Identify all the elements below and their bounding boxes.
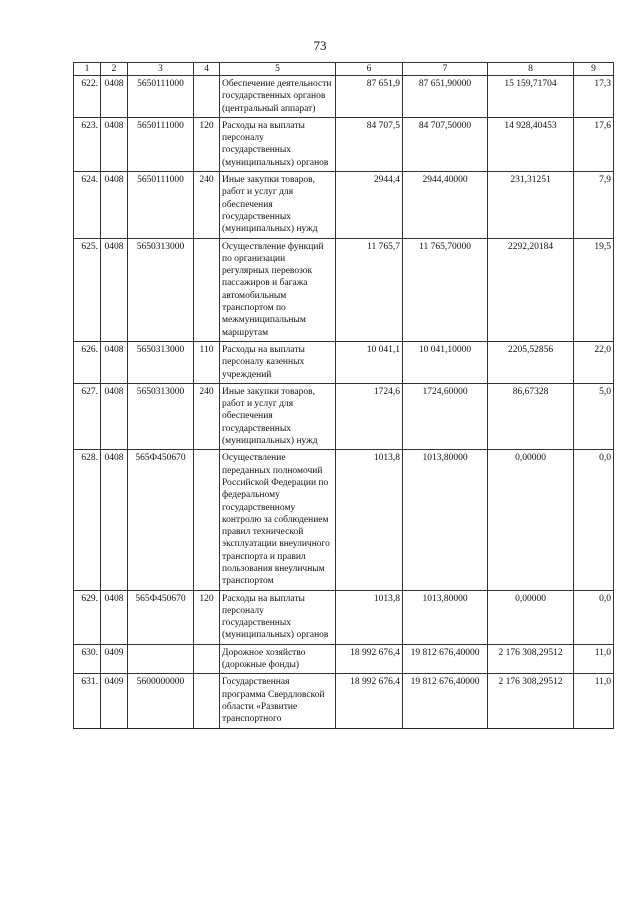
target-article-code: 5650111000: [128, 117, 194, 171]
actual-amount: 86,67328: [488, 383, 574, 449]
actual-amount: 0,00000: [488, 450, 574, 590]
section-code: 0408: [101, 383, 128, 449]
expense-type-code: [194, 450, 220, 590]
section-code: 0409: [101, 644, 128, 674]
plan-amount: 18 992 676,4: [336, 674, 403, 728]
target-article-code: 5650111000: [128, 76, 194, 118]
updated-plan-amount: 1724,60000: [403, 383, 488, 449]
actual-amount: 2 176 308,29512: [488, 674, 574, 728]
plan-amount: 1724,6: [336, 383, 403, 449]
item-name: Дорожное хозяйство (дорожные фонды): [220, 644, 336, 674]
header-cell: 8: [488, 63, 574, 76]
execution-percent: 5,0: [574, 383, 614, 449]
table-row: [74, 674, 614, 728]
item-name: Осуществление функций по организации регулярных перевозок пассажиров и багажа автомобильным транспортом по межмуниципальным маршрутам: [220, 238, 336, 341]
plan-amount: 1013,8: [336, 590, 403, 644]
execution-percent: 0,0: [574, 450, 614, 590]
item-name: Расходы на выплаты персоналу казенных учреждений: [220, 341, 336, 383]
header-cell: 6: [336, 63, 403, 76]
table-row: [74, 117, 614, 171]
table-row: [74, 644, 614, 674]
actual-amount: 231,31251: [488, 172, 574, 238]
header-cell: 3: [128, 63, 194, 76]
section-code: 0408: [101, 341, 128, 383]
target-article-code: 5650313000: [128, 383, 194, 449]
target-article-code: 565Ф450670: [128, 590, 194, 644]
table-row: [74, 76, 614, 118]
plan-amount: 11 765,7: [336, 238, 403, 341]
table-row: [74, 341, 614, 383]
header-cell: 7: [403, 63, 488, 76]
row-number: 631.: [74, 674, 101, 728]
row-number: 629.: [74, 590, 101, 644]
plan-amount: 1013,8: [336, 450, 403, 590]
section-code: 0409: [101, 674, 128, 728]
actual-amount: 15 159,71704: [488, 76, 574, 118]
table-row: [74, 238, 614, 341]
table-row: [74, 450, 614, 590]
item-name: Иные закупки товаров, работ и услуг для обеспечения государственных (муниципальных) нужд: [220, 172, 336, 238]
plan-amount: 18 992 676,4: [336, 644, 403, 674]
section-code: 0408: [101, 590, 128, 644]
updated-plan-amount: 1013,80000: [403, 450, 488, 590]
updated-plan-amount: 1013,80000: [403, 590, 488, 644]
actual-amount: 0,00000: [488, 590, 574, 644]
header-cell: 5: [220, 63, 336, 76]
execution-percent: 11,0: [574, 644, 614, 674]
row-number: 630.: [74, 644, 101, 674]
execution-percent: 17,6: [574, 117, 614, 171]
item-name: Осуществление переданных полномочий Российской Федерации по федеральному государственному контролю за соблюдением правил технической эксплуатации внеуличного транспорта и правил пользования внеуличным транспортом: [220, 450, 336, 590]
expense-type-code: [194, 76, 220, 118]
row-number: 624.: [74, 172, 101, 238]
target-article-code: 5650313000: [128, 341, 194, 383]
row-number: 625.: [74, 238, 101, 341]
updated-plan-amount: 19 812 676,40000: [403, 674, 488, 728]
execution-percent: 22,0: [574, 341, 614, 383]
item-name: Государственная программа Свердловской области «Развитие транспортного: [220, 674, 336, 728]
row-number: 626.: [74, 341, 101, 383]
updated-plan-amount: 11 765,70000: [403, 238, 488, 341]
target-article-code: [128, 644, 194, 674]
updated-plan-amount: 19 812 676,40000: [403, 644, 488, 674]
page-number: 73: [313, 38, 327, 53]
section-code: 0408: [101, 76, 128, 118]
header-row: [74, 63, 614, 76]
expense-type-code: 110: [194, 341, 220, 383]
item-name: Иные закупки товаров, работ и услуг для обеспечения государственных (муниципальных) нужд: [220, 383, 336, 449]
plan-amount: 2944,4: [336, 172, 403, 238]
budget-table: [73, 62, 614, 729]
plan-amount: 10 041,1: [336, 341, 403, 383]
target-article-code: 5650313000: [128, 238, 194, 341]
header-cell: 4: [194, 63, 220, 76]
section-code: 0408: [101, 450, 128, 590]
table-row: [74, 172, 614, 238]
actual-amount: 2205,52856: [488, 341, 574, 383]
execution-percent: 7,9: [574, 172, 614, 238]
plan-amount: 87 651,9: [336, 76, 403, 118]
updated-plan-amount: 10 041,10000: [403, 341, 488, 383]
expense-type-code: [194, 674, 220, 728]
target-article-code: 5650111000: [128, 172, 194, 238]
updated-plan-amount: 84 707,50000: [403, 117, 488, 171]
row-number: 623.: [74, 117, 101, 171]
target-article-code: 565Ф450670: [128, 450, 194, 590]
target-article-code: 5600000000: [128, 674, 194, 728]
plan-amount: 84 707,5: [336, 117, 403, 171]
item-name: Расходы на выплаты персоналу государственных (муниципальных) органов: [220, 590, 336, 644]
execution-percent: 17,3: [574, 76, 614, 118]
item-name: Расходы на выплаты персоналу государственных (муниципальных) органов: [220, 117, 336, 171]
section-code: 0408: [101, 172, 128, 238]
expense-type-code: [194, 644, 220, 674]
execution-percent: 0,0: [574, 590, 614, 644]
expense-type-code: [194, 238, 220, 341]
section-code: 0408: [101, 117, 128, 171]
execution-percent: 11,0: [574, 674, 614, 728]
table-row: [74, 590, 614, 644]
actual-amount: 14 928,40453: [488, 117, 574, 171]
item-name: Обеспечение деятельности государственных органов (центральный аппарат): [220, 76, 336, 118]
actual-amount: 2 176 308,29512: [488, 644, 574, 674]
row-number: 622.: [74, 76, 101, 118]
expense-type-code: 120: [194, 590, 220, 644]
row-number: 627.: [74, 383, 101, 449]
updated-plan-amount: 87 651,90000: [403, 76, 488, 118]
actual-amount: 2292,20184: [488, 238, 574, 341]
expense-type-code: 240: [194, 383, 220, 449]
expense-type-code: 240: [194, 172, 220, 238]
header-cell: 1: [74, 63, 101, 76]
section-code: 0408: [101, 238, 128, 341]
header-cell: 9: [574, 63, 614, 76]
row-number: 628.: [74, 450, 101, 590]
table-row: [74, 383, 614, 449]
expense-type-code: 120: [194, 117, 220, 171]
execution-percent: 19,5: [574, 238, 614, 341]
updated-plan-amount: 2944,40000: [403, 172, 488, 238]
header-cell: 2: [101, 63, 128, 76]
